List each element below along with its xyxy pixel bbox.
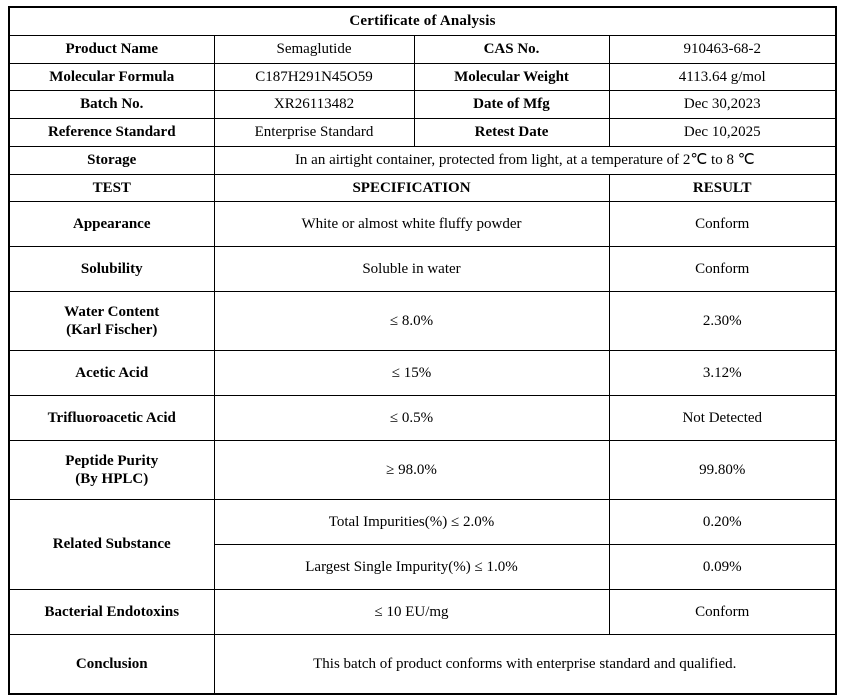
table-row — [9, 441, 836, 500]
test-specification: ≥ 98.0% — [214, 441, 609, 500]
test-name — [9, 500, 214, 590]
title-row — [9, 7, 836, 35]
test-result: 2.30% — [609, 292, 836, 351]
table-row — [9, 351, 836, 396]
conclusion-text: This batch of product conforms with enterprise standard and qualified. — [214, 635, 836, 695]
test-name-line1: Related Substance — [52, 536, 171, 553]
conclusion-row — [9, 635, 836, 695]
table-row — [9, 500, 836, 545]
test-specification: Soluble in water — [214, 247, 609, 292]
test-specification: ≤ 15% — [214, 351, 609, 396]
molecular-weight-label: Molecular Weight — [414, 63, 609, 91]
test-result: 3.12% — [609, 351, 836, 396]
storage-label: Storage — [9, 146, 214, 174]
test-name — [9, 292, 214, 351]
table-row — [9, 202, 836, 247]
column-header-test: TEST — [9, 174, 214, 202]
test-result: 0.20% — [609, 500, 836, 545]
molecular-formula-value: C187H291N45O59 — [214, 63, 414, 91]
results-header-row — [9, 174, 836, 202]
retest-date-label: Retest Date — [414, 119, 609, 147]
molecular-weight-value: 4113.64 g/mol — [609, 63, 836, 91]
test-result: Conform — [609, 202, 836, 247]
cas-no-label: CAS No. — [414, 35, 609, 63]
test-result: 99.80% — [609, 441, 836, 500]
test-name-line1: Peptide Purity — [65, 452, 159, 469]
reference-standard-value: Enterprise Standard — [214, 119, 414, 147]
test-name: Trifluoroacetic Acid — [9, 396, 214, 441]
test-specification: ≤ 10 EU/mg — [214, 590, 609, 635]
retest-date-value: Dec 10,2025 — [609, 119, 836, 147]
batch-no-label: Batch No. — [9, 91, 214, 119]
storage-value: In an airtight container, protected from light, at a temperature of 2℃ to 8 ℃ — [214, 146, 836, 174]
conclusion-label: Conclusion — [9, 635, 214, 695]
cas-no-value: 910463-68-2 — [609, 35, 836, 63]
column-header-result: RESULT — [609, 174, 836, 202]
document-title: Certificate of Analysis — [9, 7, 836, 35]
molecular-formula-label: Molecular Formula — [9, 63, 214, 91]
test-name — [9, 441, 214, 500]
table-row — [9, 247, 836, 292]
certificate-table — [8, 6, 837, 695]
test-result: Conform — [609, 590, 836, 635]
date-of-mfg-label: Date of Mfg — [414, 91, 609, 119]
storage-row — [9, 146, 836, 174]
table-row — [9, 119, 836, 147]
table-row — [9, 35, 836, 63]
column-header-specification: SPECIFICATION — [214, 174, 609, 202]
test-name-line1: Water Content — [64, 303, 160, 320]
table-row — [9, 63, 836, 91]
test-result: 0.09% — [609, 545, 836, 590]
date-of-mfg-value: Dec 30,2023 — [609, 91, 836, 119]
test-name: Solubility — [9, 247, 214, 292]
test-specification: ≤ 0.5% — [214, 396, 609, 441]
batch-no-value: XR26113482 — [214, 91, 414, 119]
table-row — [9, 91, 836, 119]
table-row — [9, 396, 836, 441]
table-row — [9, 590, 836, 635]
table-row — [9, 292, 836, 351]
reference-standard-label: Reference Standard — [9, 119, 214, 147]
test-result: Not Detected — [609, 396, 836, 441]
test-specification: Largest Single Impurity(%) ≤ 1.0% — [214, 545, 609, 590]
test-specification: White or almost white fluffy powder — [214, 202, 609, 247]
test-name: Acetic Acid — [9, 351, 214, 396]
product-name-label: Product Name — [9, 35, 214, 63]
test-name: Appearance — [9, 202, 214, 247]
test-name-line2: (Karl Fischer) — [66, 322, 158, 339]
product-name-value: Semaglutide — [214, 35, 414, 63]
test-specification: ≤ 8.0% — [214, 292, 609, 351]
test-name: Bacterial Endotoxins — [9, 590, 214, 635]
test-specification: Total Impurities(%) ≤ 2.0% — [214, 500, 609, 545]
test-result: Conform — [609, 247, 836, 292]
test-name-line2: (By HPLC) — [75, 471, 149, 488]
